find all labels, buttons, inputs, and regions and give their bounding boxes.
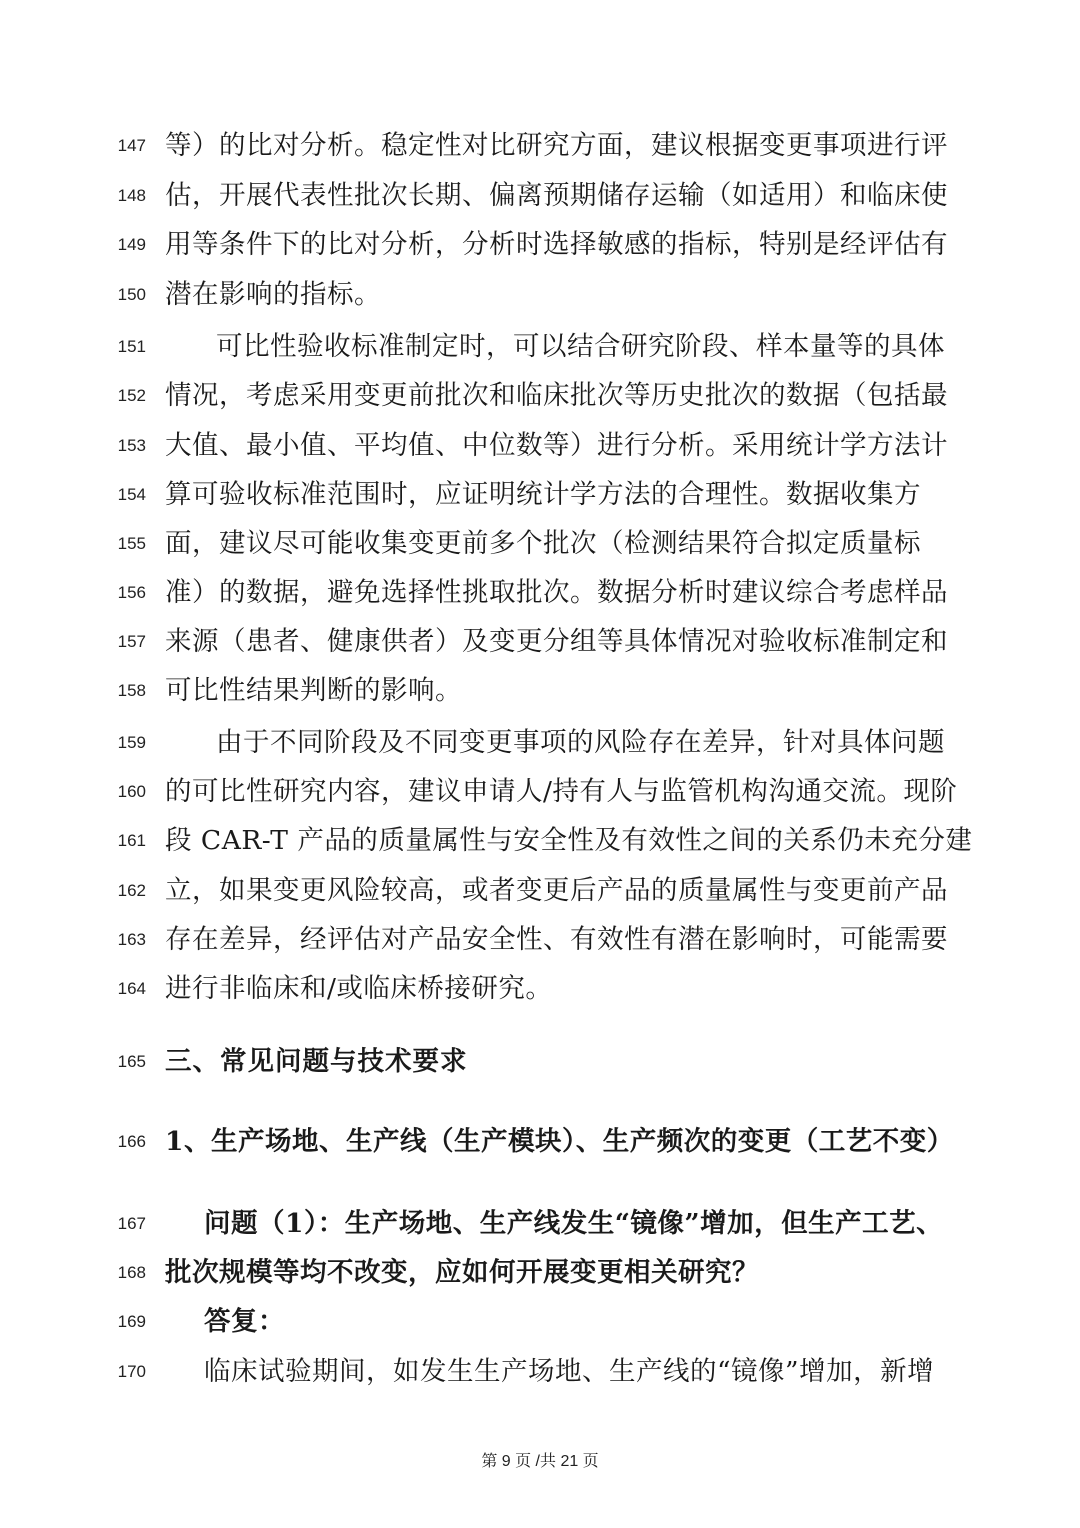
text-line	[0, 617, 1080, 667]
line-text: 算可验收标准范围时，应证明统计学方法的合理性。数据收集方	[165, 479, 921, 510]
line-text: 面，建议尽可能收集变更前多个批次（检测结果符合拟定质量标	[165, 528, 921, 559]
question-line	[0, 1248, 1080, 1298]
line-number: 166	[117, 1132, 146, 1151]
line-text: 存在差异，经评估对产品安全性、有效性有潜在影响时，可能需要	[165, 924, 948, 955]
line-number: 153	[117, 436, 146, 455]
line-number: 157	[117, 632, 146, 651]
text-line	[0, 816, 1080, 866]
line-number: 147	[117, 136, 146, 155]
subsection-heading-line	[0, 1117, 1080, 1167]
line-text: 大值、最小值、平均值、中位数等）进行分析。采用统计学方法计	[165, 430, 948, 461]
text-line	[0, 322, 1080, 372]
line-text: 由于不同阶段及不同变更事项的风险存在差异，针对具体问题	[216, 727, 945, 758]
text-line	[0, 964, 1080, 1014]
subsection-heading: 1、生产场地、生产线（生产模块）、生产频次的变更（工艺不变）	[165, 1126, 954, 1157]
line-text: 估，开展代表性批次长期、偏离预期储存运输（如适用）和临床使	[165, 180, 948, 211]
text-line	[0, 171, 1080, 221]
line-text: 段 CAR-T 产品的质量属性与安全性及有效性之间的关系仍未充分建	[165, 825, 973, 856]
question-text: 问题（1）：生产场地、生产线发生“镜像”增加，但生产工艺、	[204, 1208, 944, 1239]
question-text: 批次规模等均不改变，应如何开展变更相关研究？	[165, 1257, 759, 1288]
line-number: 165	[117, 1052, 146, 1071]
answer-label-line	[0, 1297, 1080, 1347]
question-line	[0, 1199, 1080, 1249]
section-heading: 三、常见问题与技术要求	[165, 1046, 468, 1077]
line-number: 156	[117, 583, 146, 602]
line-number: 168	[117, 1263, 146, 1282]
text-line	[0, 220, 1080, 270]
text-line	[0, 519, 1080, 569]
text-line	[0, 121, 1080, 171]
line-number: 150	[117, 285, 146, 304]
line-number: 154	[117, 485, 146, 504]
line-number: 149	[117, 235, 146, 254]
line-number: 163	[117, 930, 146, 949]
text-line	[0, 718, 1080, 768]
line-number: 158	[117, 681, 146, 700]
line-text: 立，如果变更风险较高，或者变更后产品的质量属性与变更前产品	[165, 875, 948, 906]
line-number: 148	[117, 186, 146, 205]
line-text: 进行非临床和/或临床桥接研究。	[165, 973, 553, 1004]
text-line	[0, 568, 1080, 618]
line-number: 152	[117, 386, 146, 405]
answer-label: 答复：	[204, 1306, 285, 1337]
line-text: 可比性结果判断的影响。	[165, 675, 462, 706]
text-line	[0, 1347, 1080, 1397]
text-line	[0, 767, 1080, 817]
line-text: 可比性验收标准制定时，可以结合研究阶段、样本量等的具体	[216, 331, 945, 362]
text-line	[0, 270, 1080, 320]
line-number: 159	[117, 733, 146, 752]
line-text: 准）的数据，避免选择性挑取批次。数据分析时建议综合考虑样品	[165, 577, 948, 608]
line-number: 151	[117, 337, 146, 356]
line-text: 情况，考虑采用变更前批次和临床批次等历史批次的数据（包括最	[165, 380, 948, 411]
line-number: 155	[117, 534, 146, 553]
line-number: 162	[117, 881, 146, 900]
line-number: 161	[117, 831, 146, 850]
section-heading-line	[0, 1037, 1080, 1087]
line-number: 169	[117, 1312, 146, 1331]
line-number: 164	[117, 979, 146, 998]
line-text: 来源（患者、健康供者）及变更分组等具体情况对验收标准制定和	[165, 626, 948, 657]
line-text: 等）的比对分析。稳定性对比研究方面，建议根据变更事项进行评	[165, 130, 948, 161]
text-line	[0, 371, 1080, 421]
text-line	[0, 915, 1080, 965]
line-text: 潜在影响的指标。	[165, 279, 381, 310]
text-line	[0, 421, 1080, 471]
line-number: 170	[117, 1362, 146, 1381]
text-line	[0, 866, 1080, 916]
text-line	[0, 470, 1080, 520]
text-line	[0, 666, 1080, 716]
line-text: 的可比性研究内容，建议申请人/持有人与监管机构沟通交流。现阶	[165, 776, 958, 807]
line-text: 用等条件下的比对分析，分析时选择敏感的指标，特别是经评估有	[165, 229, 948, 260]
page-footer: 第 9 页 /共 21 页	[481, 1453, 599, 1470]
line-text: 临床试验期间，如发生生产场地、生产线的“镜像”增加，新增	[204, 1356, 935, 1387]
line-number: 167	[117, 1214, 146, 1233]
line-number: 160	[117, 782, 146, 801]
